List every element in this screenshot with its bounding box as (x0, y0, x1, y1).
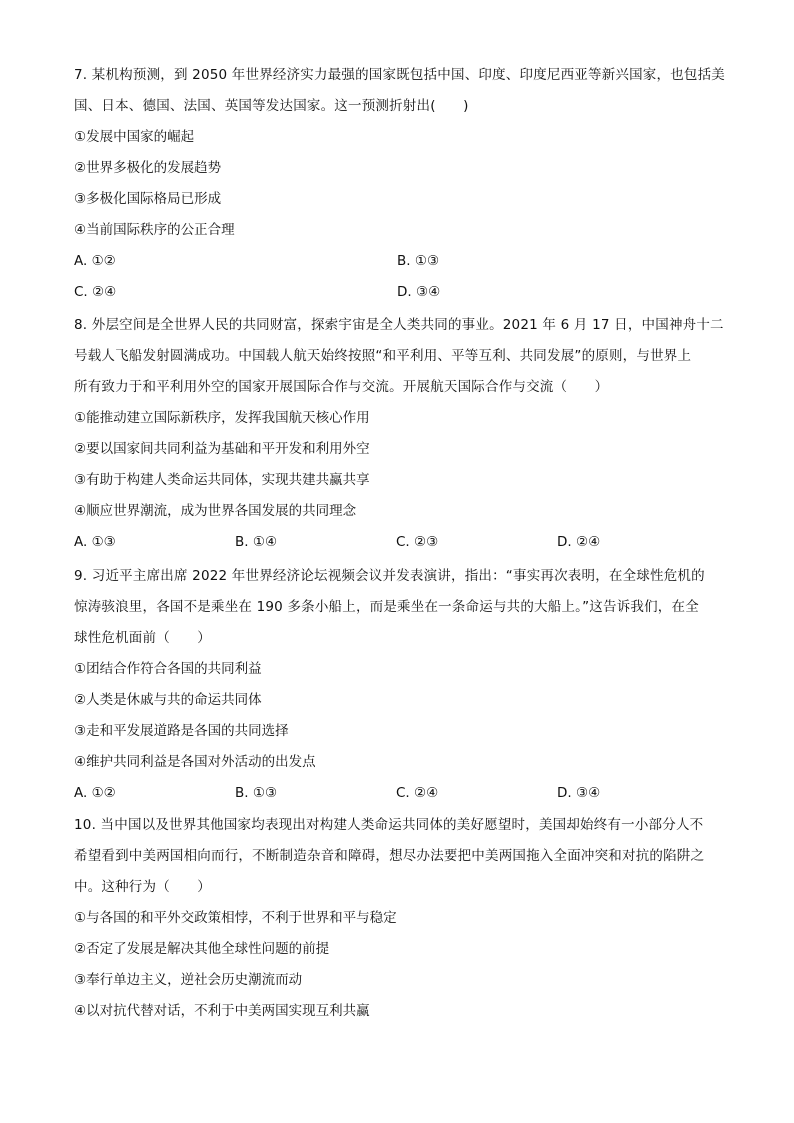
question-stem: 所有致力于和平利用外空的国家开展国际合作与交流。开展航天国际合作与交流（ ） (74, 379, 609, 395)
question-8 (74, 310, 722, 558)
question-stem: 国、日本、德国、法国、英国等发达国家。这一预测折射出( ) (74, 98, 469, 114)
question-stem: 球性危机面前（ ） (74, 630, 211, 646)
question-stem: 8. 外层空间是全世界人民的共同财富，探索宇宙是全人类共同的事业。2021 年 6 月 17 日，中国神舟十二 (74, 317, 724, 333)
question-stem: 10. 当中国以及世界其他国家均表现出对构建人类命运共同体的美好愿望时，美国却始终有一小部分人不 (74, 817, 704, 833)
statement-item: ③走和平发展道路是各国的共同选择 (74, 723, 289, 739)
question-stem: 惊涛骇浪里，各国不是乘坐在 190 多条小船上，而是乘坐在一条命运与共的大船上。”这告诉我们，在全 (74, 599, 699, 615)
answer-option-b[interactable]: B. ①③ (397, 253, 440, 269)
statement-item: ③多极化国际格局已形成 (74, 191, 222, 207)
answer-option-a[interactable]: A. ①② (74, 253, 116, 269)
statement-item: ④以对抗代替对话，不利于中美两国实现互利共赢 (74, 1003, 370, 1019)
answer-option-d[interactable]: D. ③④ (557, 785, 601, 801)
answer-option-c[interactable]: C. ②③ (396, 534, 439, 550)
question-stem: 9. 习近平主席出席 2022 年世界经济论坛视频会议并发表演讲，指出：“事实再次表明，在全球性危机的 (74, 568, 705, 584)
answer-options-row (74, 277, 722, 308)
statement-item: ②人类是休戚与共的命运共同体 (74, 692, 262, 708)
answer-options-row (74, 527, 722, 558)
answer-option-b[interactable]: B. ①④ (235, 534, 278, 550)
statement-item: ②要以国家间共同利益为基础和平开发和利用外空 (74, 441, 370, 457)
question-7 (74, 60, 726, 308)
answer-options-row (74, 246, 722, 277)
question-stem: 希望看到中美两国相向而行，不断制造杂音和障碍，想尽办法要把中美两国拖入全面冲突和对抗的陷阱之 (74, 848, 705, 864)
question-9 (74, 561, 722, 809)
question-stem: 7. 某机构预测，到 2050 年世界经济实力最强的国家既包括中国、印度、印度尼西亚等新兴国家，也包括美 (74, 67, 726, 83)
answer-option-d[interactable]: D. ②④ (557, 534, 601, 550)
statement-item: ④维护共同利益是各国对外活动的出发点 (74, 754, 316, 770)
answer-option-b[interactable]: B. ①③ (235, 785, 278, 801)
answer-option-a[interactable]: A. ①② (74, 785, 116, 801)
statement-item: ③奉行单边主义，逆社会历史潮流而动 (74, 972, 303, 988)
answer-option-c[interactable]: C. ②④ (74, 284, 117, 300)
statement-item: ②世界多极化的发展趋势 (74, 160, 222, 176)
question-10 (74, 810, 722, 1027)
statement-item: ④顺应世界潮流，成为世界各国发展的共同理念 (74, 503, 357, 519)
statement-item: ①团结合作符合各国的共同利益 (74, 661, 262, 677)
statement-item: ②否定了发展是解决其他全球性问题的前提 (74, 941, 330, 957)
answer-option-c[interactable]: C. ②④ (396, 785, 439, 801)
answer-option-d[interactable]: D. ③④ (397, 284, 441, 300)
statement-item: ①发展中国家的崛起 (74, 129, 195, 145)
answer-option-a[interactable]: A. ①③ (74, 534, 116, 550)
statement-item: ①能推动建立国际新秩序，发挥我国航天核心作用 (74, 410, 370, 426)
statement-item: ①与各国的和平外交政策相悖，不利于世界和平与稳定 (74, 910, 397, 926)
statement-item: ③有助于构建人类命运共同体，实现共建共赢共享 (74, 472, 370, 488)
statement-item: ④当前国际秩序的公正合理 (74, 222, 235, 238)
question-stem: 中。这种行为（ ） (74, 879, 211, 895)
question-stem: 号载人飞船发射圆满成功。中国载人航天始终按照“和平利用、平等互利、共同发展”的原则，与世界上 (74, 348, 692, 364)
answer-options-row (74, 778, 722, 809)
